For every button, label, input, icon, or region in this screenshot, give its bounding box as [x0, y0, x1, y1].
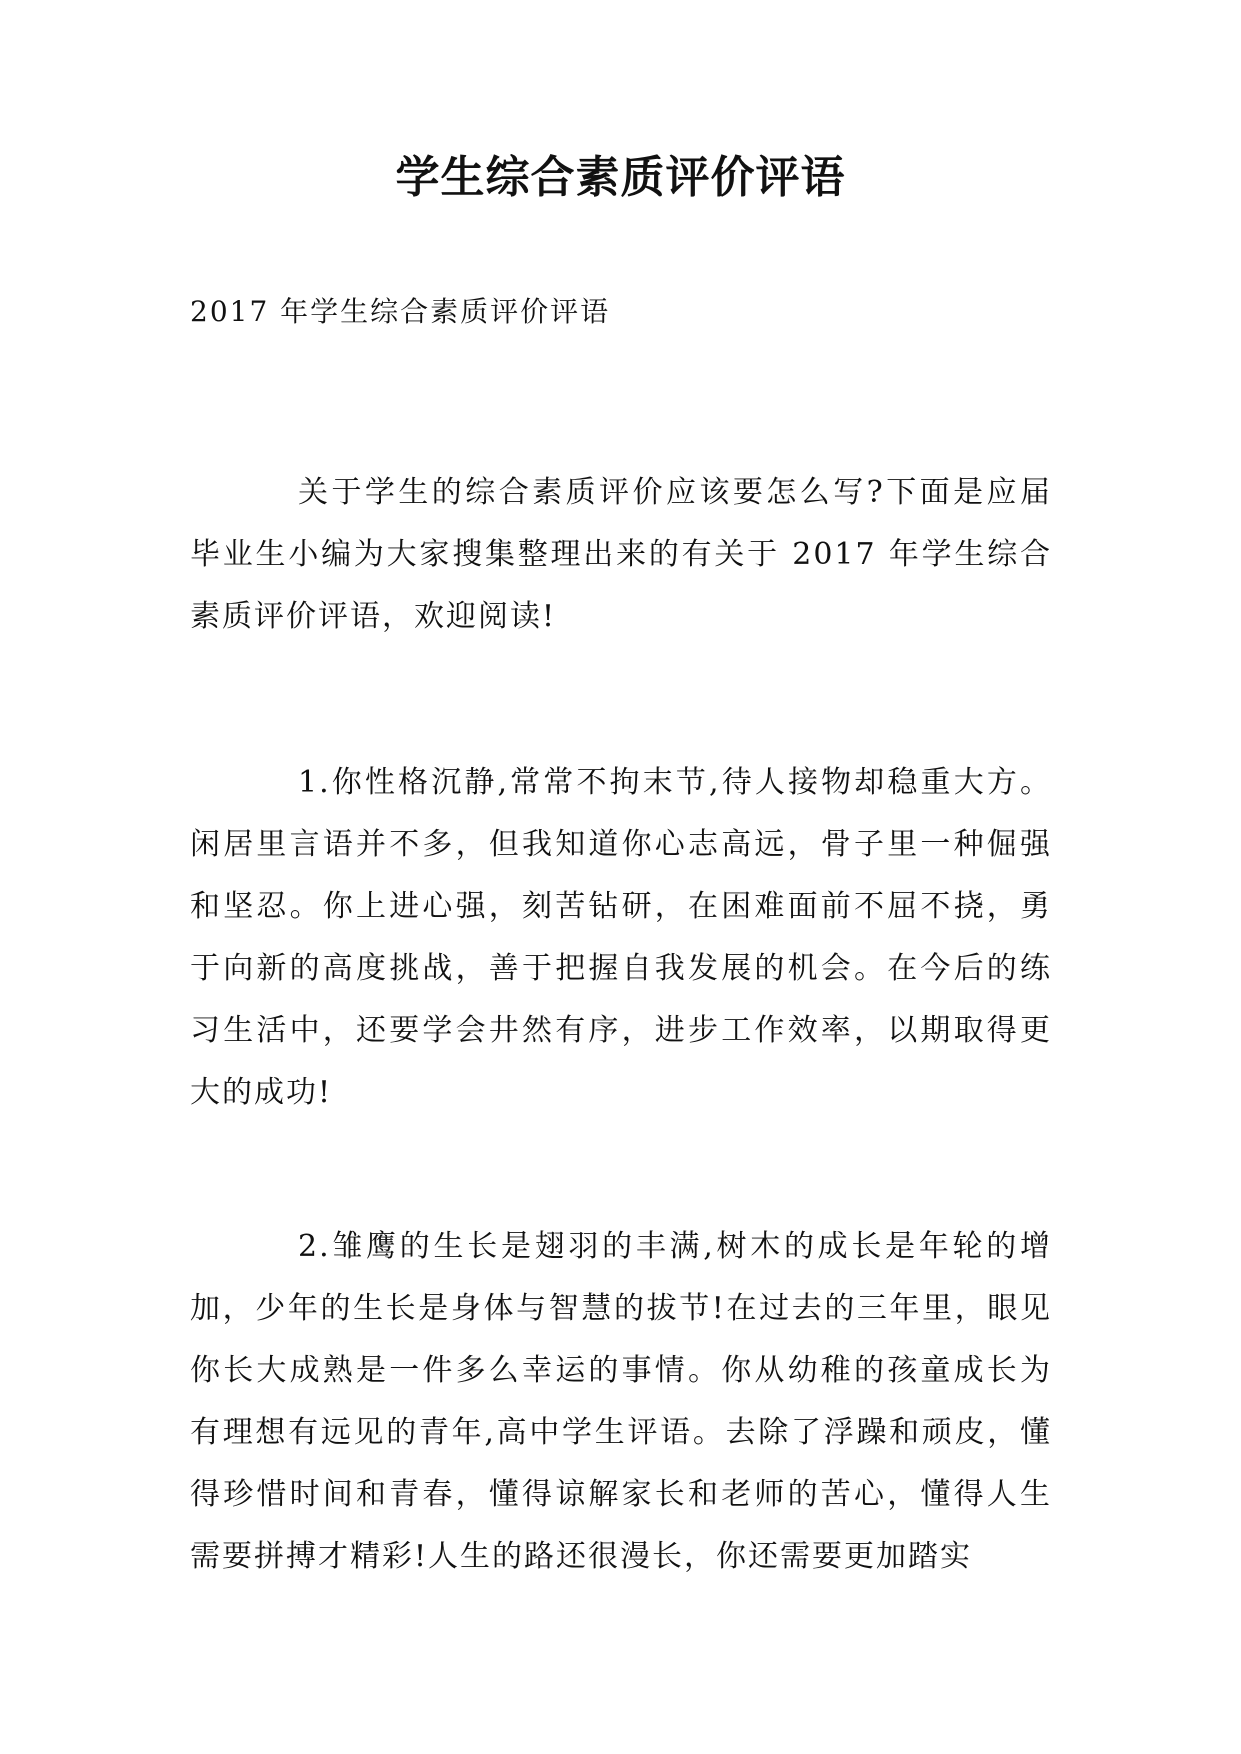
intro-paragraph: 关于学生的综合素质评价应该要怎么写?下面是应届毕业生小编为大家搜集整理出来的有关于 2017 年学生综合素质评价评语，欢迎阅读! — [190, 475, 1052, 634]
document-subtitle: 2017 年学生综合素质评价评语 — [190, 295, 611, 328]
comment-paragraph-1: 1.你性格沉静,常常不拘末节,待人接物却稳重大方。闲居里言语并不多，但我知道你心志高远，骨子里一种倔强和坚忍。你上进心强，刻苦钻研，在困难面前不屈不挠，勇于向新的高度挑战，善于把握自我发展的机会。在今后的练习生活中，还要学会井然有序，进步工作效率，以期取得更大的成功! — [190, 765, 1052, 1110]
document-title: 学生综合素质评价评语 — [395, 152, 846, 203]
comment-paragraph-2: 2.雏鹰的生长是翅羽的丰满,树木的成长是年轮的增加，少年的生长是身体与智慧的拔节!在过去的三年里，眼见你长大成熟是一件多么幸运的事情。你从幼稚的孩童成长为有理想有远见的青年,高中学生评语。去除了浮躁和顽皮，懂得珍惜时间和青春，懂得谅解家长和老师的苦心，懂得人生需要拼搏才精彩!人生的路还很漫长，你还需要更加踏实 — [190, 1229, 1052, 1574]
